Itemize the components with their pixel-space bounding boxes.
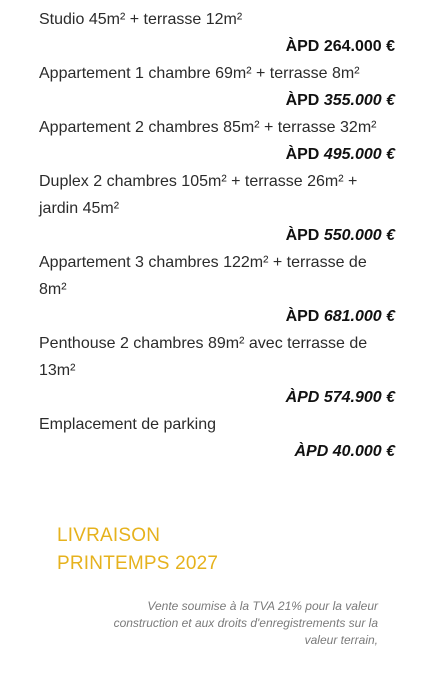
delivery-heading: [57, 522, 218, 578]
price-prefix: ÀPD: [285, 146, 320, 163]
unit-price: [39, 141, 395, 168]
list-item: [39, 330, 395, 411]
unit-price: [39, 222, 395, 249]
price-amount: 40.000 €: [332, 443, 395, 460]
unit-name: Appartement 2 chambres 85m² + terrasse 32m²: [39, 119, 377, 136]
delivery-line-2: PRINTEMPS 2027: [57, 553, 219, 574]
list-item: [39, 168, 395, 249]
price-amount: 550.000 €: [323, 227, 395, 244]
price-prefix: ÀPD: [285, 227, 320, 244]
price-amount: 264.000 €: [323, 38, 395, 55]
unit-price: [39, 438, 395, 465]
unit-price: [39, 303, 395, 330]
unit-name: Appartement 3 chambres 122m² + terrasse de 8m²: [39, 254, 367, 298]
unit-name: Studio 45m² + terrasse 12m²: [39, 11, 243, 28]
unit-price: [39, 87, 395, 114]
unit-price-list: [39, 6, 395, 465]
price-prefix: ÀPD: [285, 389, 320, 406]
price-amount: 681.000 €: [323, 308, 395, 325]
list-item: [39, 6, 395, 60]
list-item: [39, 411, 395, 465]
unit-name: Appartement 1 chambre 69m² + terrasse 8m²: [39, 65, 360, 82]
unit-price: [39, 33, 395, 60]
price-amount: 355.000 €: [323, 92, 395, 109]
unit-price: [39, 384, 395, 411]
unit-name: Emplacement de parking: [39, 416, 216, 433]
price-amount: 574.900 €: [323, 389, 395, 406]
price-amount: 495.000 €: [323, 146, 395, 163]
list-item: [39, 60, 395, 114]
price-prefix: ÀPD: [285, 38, 320, 55]
price-prefix: ÀPD: [294, 443, 329, 460]
price-prefix: ÀPD: [285, 308, 320, 325]
vat-note: Vente soumise à la TVA 21% pour la valeur construction et aux droits d'enregistrements sur la valeur terrain,: [113, 599, 378, 647]
list-item: [39, 114, 395, 168]
delivery-line-1: LIVRAISON: [57, 525, 161, 546]
price-prefix: ÀPD: [285, 92, 320, 109]
list-item: [39, 249, 395, 330]
unit-name: Duplex 2 chambres 105m² + terrasse 26m² + jardin 45m²: [39, 173, 358, 217]
unit-name: Penthouse 2 chambres 89m² avec terrasse de 13m²: [39, 335, 368, 379]
